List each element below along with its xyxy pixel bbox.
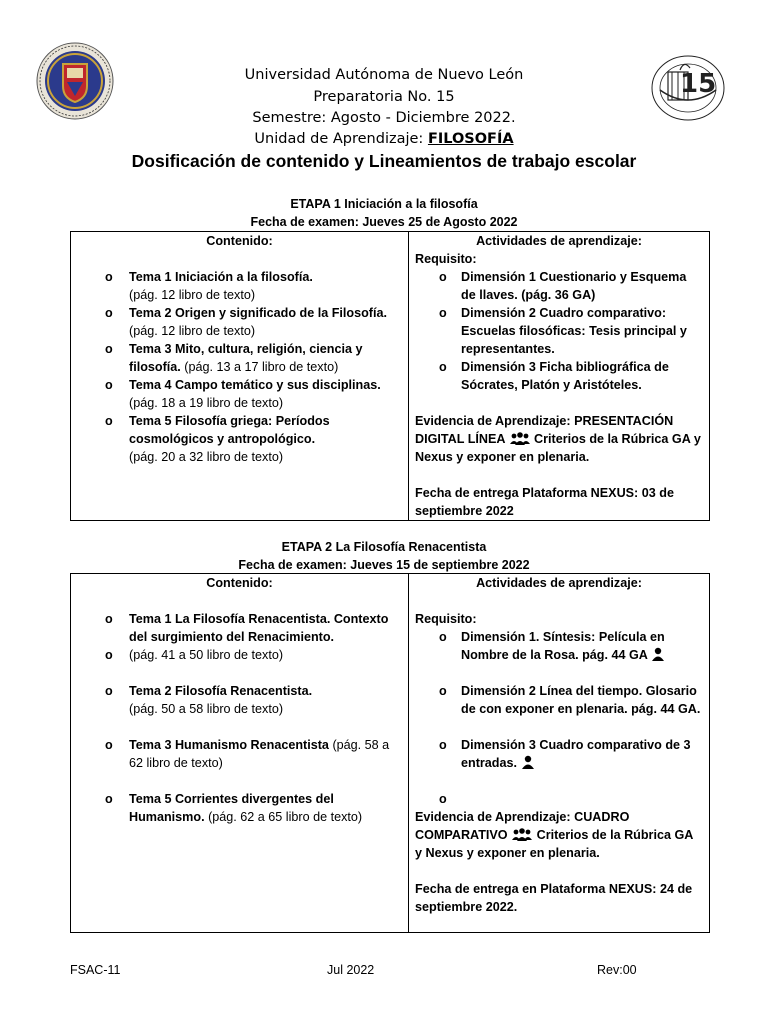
footer-code: FSAC-11	[70, 963, 121, 977]
list-item: o Tema 1 La Filosofía Renacentista. Contexto del surgimiento del Renacimiento.	[105, 612, 389, 644]
list-item: o Tema 5 Corrientes divergentes del Humanismo. (pág. 62 a 65 libro de texto)	[105, 792, 363, 824]
learning-unit	[0, 130, 768, 149]
list-item: o Tema 4 Campo temático y sus disciplinas. (pág. 18 a 19 libro de texto)	[105, 378, 381, 410]
list-item: o Tema 3 Mito, cultura, religión, ciencia y filosofía. (pág. 13 a 17 libro de texto)	[105, 342, 363, 374]
stage1-table	[70, 231, 710, 521]
semester: Semestre: Agosto - Diciembre 2022.	[252, 110, 516, 126]
list-item: o Tema 2 Origen y significado de la Filosofía. (pág. 12 libro de texto)	[105, 306, 387, 338]
stage1-requirement: Requisito:	[415, 252, 477, 266]
footer-revision: Rev:00	[597, 963, 637, 977]
stage2-content-header: Contenido:	[206, 576, 273, 590]
stage1-content-cell	[71, 232, 409, 521]
school-name: Preparatoria No. 15	[313, 89, 455, 105]
stage2-exam-date: Fecha de examen: Jueves 15 de septiembre 2022	[238, 558, 530, 572]
stage2-content-cell	[71, 574, 409, 933]
list-item: o Dimensión 1. Síntesis: Película en Nombre de la Rosa. pág. 44 GA	[439, 630, 665, 662]
stage1-content-header: Contenido:	[206, 234, 273, 248]
university-name: Universidad Autónoma de Nuevo León	[244, 67, 524, 83]
list-item: o	[439, 792, 447, 806]
stage2-evidence: Evidencia de Aprendizaje: CUADRO COMPARATIVO Criterios de la Rúbrica GA y Nexus y exponer en plenaria.	[415, 810, 693, 860]
stage1-activities-header: Actividades de aprendizaje:	[476, 234, 642, 248]
learning-unit-name: FILOSOFÍA	[427, 131, 514, 147]
list-item: o Dimensión 3 Ficha bibliográfica de Sócrates, Platón y Aristóteles.	[439, 360, 669, 392]
list-item: o Dimensión 2 Cuadro comparativo: Escuelas filosóficas: Tesis principal y representantes.	[439, 306, 687, 356]
group-icon	[509, 431, 531, 445]
list-item: o Dimensión 2 Línea del tiempo. Glosario de con exponer en plenaria. pág. 44 GA.	[439, 684, 701, 716]
list-item: o (pág. 41 a 50 libro de texto)	[105, 648, 284, 662]
stage2-activities-cell	[409, 574, 710, 933]
learning-unit-prefix: Unidad de Aprendizaje:	[254, 131, 428, 147]
stage1-topic-list	[77, 268, 402, 466]
stage1-title: ETAPA 1 Iniciación a la filosofía	[290, 197, 478, 211]
stage2-delivery-date: Fecha de entrega en Plataforma NEXUS: 24 de septiembre 2022.	[415, 882, 693, 914]
stage2-topic-list	[77, 610, 402, 826]
stage2-activities-header: Actividades de aprendizaje:	[476, 576, 642, 590]
list-item: o Tema 5 Filosofía griega: Períodos cosmológicos y antropológico. (pág. 20 a 32 libro de texto)	[105, 414, 330, 464]
stage2-requirement: Requisito:	[415, 612, 477, 626]
list-item: o Tema 1 Iniciación a la filosofía. (pág. 12 libro de texto)	[105, 270, 313, 302]
list-item: o Tema 2 Filosofía Renacentista. (pág. 50 a 58 libro de texto)	[105, 684, 313, 716]
footer-date: Jul 2022	[327, 963, 375, 977]
list-item: o Tema 3 Humanismo Renacentista (pág. 58 a 62 libro de texto)	[105, 738, 390, 770]
stage1-activities-cell	[409, 232, 710, 521]
logo-number-text: 15	[680, 69, 717, 99]
group-icon	[511, 827, 533, 841]
person-icon	[521, 755, 535, 769]
list-item: o Dimensión 3 Cuadro comparativo de 3 entradas.	[439, 738, 691, 770]
stage1-delivery-date: Fecha de entrega Plataforma NEXUS: 03 de septiembre 2022	[415, 486, 674, 518]
stage2-table	[70, 573, 710, 933]
person-icon	[651, 647, 665, 661]
stage1-evidence: Evidencia de Aprendizaje: PRESENTACIÓN DIGITAL LÍNEA Criterios de la Rúbrica GA y Nexus y exponer en plenaria.	[415, 414, 701, 464]
stage2-title: ETAPA 2 La Filosofía Renacentista	[281, 540, 487, 554]
list-item: o Dimensión 1 Cuestionario y Esquema de llaves. (pág. 36 GA)	[439, 270, 687, 302]
stage1-exam-date: Fecha de examen: Jueves 25 de Agosto 2022	[250, 215, 518, 229]
stage2-dimension-list	[415, 628, 703, 808]
document-title: Dosificación de contenido y Lineamientos de trabajo escolar	[131, 151, 637, 171]
stage1-dimension-list	[415, 268, 703, 394]
